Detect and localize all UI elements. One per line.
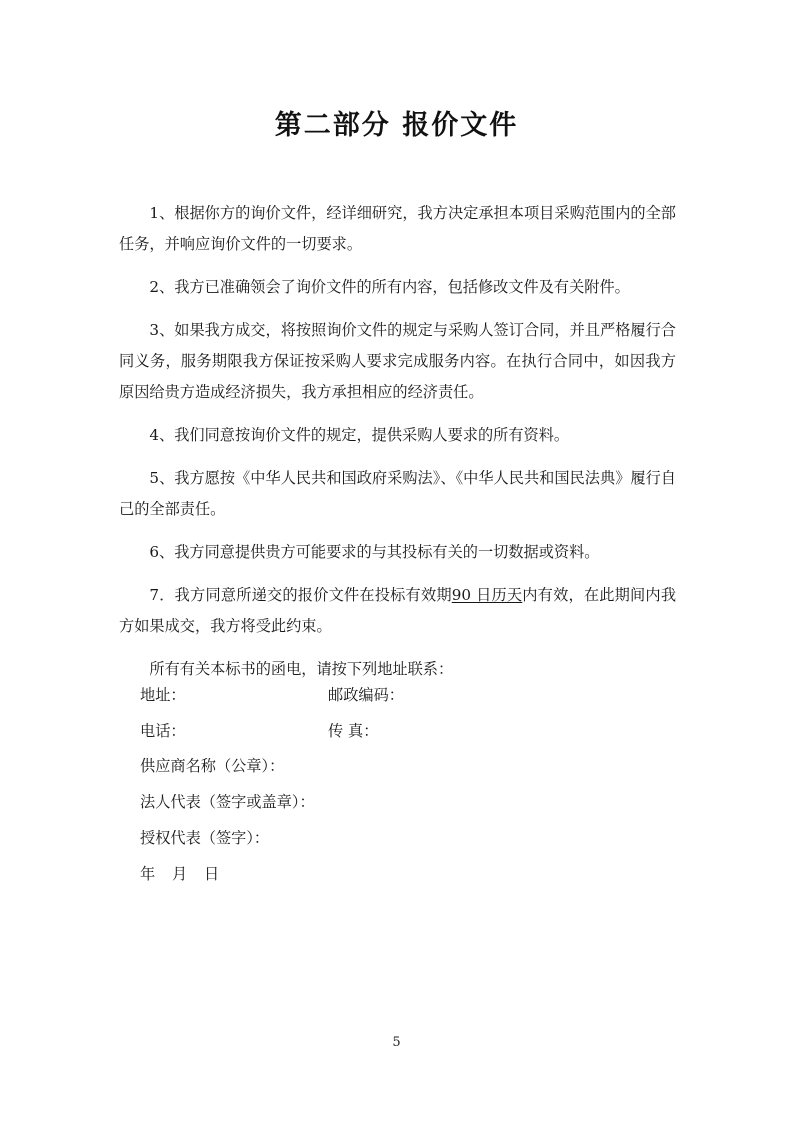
- paragraph-6: 6、我方同意提供贵方可能要求的与其投标有关的一切数据或资料。: [149, 542, 600, 561]
- paragraph-7-validity: [119, 580, 676, 641]
- authorized-representative-label: 授权代表（签字）：: [140, 828, 270, 847]
- phone-label: 电话：: [140, 721, 186, 740]
- seal-stamp-marks: [757, 288, 779, 418]
- paragraph-1: 1、根据你方的询价文件，经详细研究，我方决定承担本项目采购范围内的全部任务，并响应询价文件的一切要求。: [119, 204, 676, 253]
- contact-row-phone: [140, 721, 660, 740]
- postcode-label: 邮政编码：: [328, 686, 404, 704]
- legal-representative-label: 法人代表（签字或盖章）：: [140, 793, 315, 812]
- validity-suffix: 内有效，在此期间内我方如果成交，我方将受此约束。: [119, 586, 677, 635]
- contact-row-supplier-name: [140, 759, 660, 774]
- page-title: 第二部分 报价文件: [274, 110, 519, 141]
- address-label: 地址：: [140, 686, 186, 704]
- supplier-name-label: 供应商名称（公章）：: [140, 757, 285, 776]
- fax-label: 传 真：: [328, 721, 379, 740]
- closing-paragraph: 所有有关本标书的函电，请按下列地址联系：: [149, 659, 454, 678]
- paragraph-2: 2、我方已准确领会了询价文件的所有内容，包括修改文件及有关附件。: [149, 277, 630, 296]
- document-body: [119, 198, 676, 697]
- contact-row-legal-rep: [140, 795, 660, 810]
- paragraph-4: 4、我们同意按询价文件的规定，提供采购人要求的所有资料。: [149, 425, 570, 444]
- validity-period-value: 90 日历天: [451, 586, 523, 605]
- contact-fields-block: [140, 688, 660, 902]
- date-label: 年 月 日: [140, 864, 226, 883]
- paragraph-5: 5、我方愿按《中华人民共和国政府采购法》、《中华人民共和国民法典》履行自己的全部责任。: [119, 468, 676, 518]
- page-number: 5: [392, 1035, 401, 1050]
- contact-row-authorized-rep: [140, 828, 660, 847]
- contact-row-address: [140, 688, 660, 703]
- validity-prefix: 7．我方同意所递交的报价文件在投标有效期: [149, 586, 452, 605]
- contact-row-date: [140, 864, 660, 883]
- paragraph-3: 3、如果我方成交，将按照询价文件的规定与采购人签订合同，并且严格履行合同义务，服务期限我方保证按采购人要求完成服务内容。在执行合同中，如因我方原因给贵方造成经济损失，我方承担相应的经济责任。: [119, 321, 676, 401]
